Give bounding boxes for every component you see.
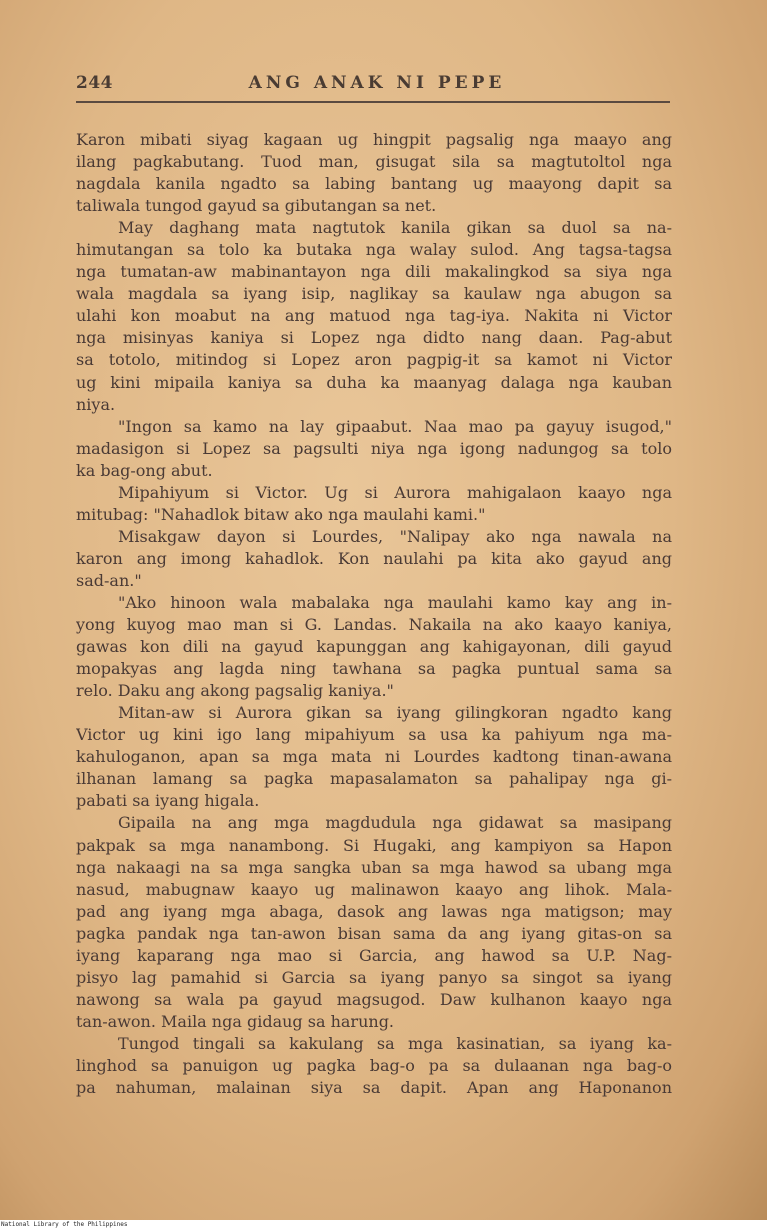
- text-line: yong kuyog mao man si G. Landas. Nakaila na ako kaayo kaniya,: [76, 615, 672, 635]
- text-line: madasigon si Lopez sa pagsulti niya nga igong nadungog sa tolo: [76, 438, 672, 458]
- text-line: pakpak sa mga nanambong. Si Hugaki, ang kampiyon sa Hapon: [76, 835, 672, 855]
- header-rule: [76, 101, 670, 103]
- text-line: pad ang iyang mga abaga, dasok ang lawas nga matigson; may: [76, 901, 672, 921]
- text-line: Victor ug kini igo lang mipahiyum sa usa ka pahiyum nga ma-: [76, 725, 672, 745]
- text-line: niya.: [76, 394, 116, 414]
- text-line: linghod sa panuigon ug pagka bag-o pa sa dulaanan nga bag-o: [76, 1055, 672, 1075]
- text-line: nasud, mabugnaw kaayo ug malinawon kaayo ang lihok. Mala-: [76, 879, 672, 899]
- text-line: pabati sa iyang higala.: [76, 791, 260, 811]
- text-line: nga tumatan-aw mabinantayon nga dili makalingkod sa siya nga: [76, 262, 672, 282]
- text-line: ilang pagkabutang. Tuod man, gisugat sila sa magtutoltol nga: [76, 152, 672, 172]
- text-line: Misakgaw dayon si Lourdes, "Nalipay ako nga nawala na: [118, 526, 672, 546]
- text-line: nawong sa wala pa gayud magsugod. Daw kulhanon kaayo nga: [76, 989, 672, 1009]
- text-line: kahuloganon, apan sa mga mata ni Lourdes kadtong tinan-awana: [76, 747, 672, 767]
- text-line: himutangan sa tolo ka butaka nga walay sulod. Ang tagsa-tagsa: [76, 240, 672, 260]
- text-line: ug kini mipaila kaniya sa duha ka maanyag dalaga nga kauban: [76, 372, 672, 392]
- text-line: Mipahiyum si Victor. Ug si Aurora mahigalaon kaayo nga: [118, 482, 672, 502]
- text-line: ilhanan lamang sa pagka mapasalamaton sa pahalipay nga gi-: [76, 769, 672, 789]
- page-number: 244: [76, 73, 113, 93]
- footer-credit: National Library of the Philippines: [1, 1221, 128, 1228]
- text-line: gawas kon dili na gayud kapunggan ang kahigayonan, dili gayud: [76, 637, 672, 657]
- text-line: pagka pandak nga tan-awon bisan sama da ang iyang gitas-on sa: [76, 923, 672, 943]
- text-line: karon ang imong kahadlok. Kon naulahi pa kita ako gayud ang: [76, 548, 672, 568]
- text-line: nga misinyas kaniya si Lopez nga didto nang daan. Pag-abut: [76, 328, 672, 348]
- text-line: "Ingon sa kamo na lay gipaabut. Naa mao pa gayuy isugod,": [118, 416, 672, 436]
- text-line: nagdala kanila ngadto sa labing bantang ug maayong dapit sa: [76, 174, 672, 194]
- running-title: ANG ANAK NI PEPE: [248, 73, 506, 93]
- text-line: "Ako hinoon wala mabalaka nga maulahi kamo kay ang in-: [118, 592, 672, 612]
- text-line: Gipaila na ang mga magdudula nga gidawat sa masipang: [118, 813, 672, 833]
- text-line: ka bag-ong abut.: [76, 460, 213, 480]
- text-line: sa totolo, mitindog si Lopez aron pagpig-it sa kamot ni Victor: [76, 350, 672, 370]
- text-line: May daghang mata nagtutok kanila gikan sa duol sa na-: [118, 218, 672, 238]
- text-line: iyang kaparang nga mao si Garcia, ang hawod sa U.P. Nag-: [76, 945, 672, 965]
- text-line: Tungod tingali sa kakulang sa mga kasinatian, sa iyang ka-: [118, 1033, 672, 1053]
- text-line: relo. Daku ang akong pagsalig kaniya.": [76, 681, 394, 701]
- text-line: ulahi kon moabut na ang matuod nga tag-iya. Nakita ni Victor: [76, 306, 672, 326]
- text-line: mopakyas ang lagda ning tawhana sa pagka puntual sama sa: [76, 659, 672, 679]
- text-line: nga nakaagi na sa mga sangka uban sa mga hawod sa ubang mga: [76, 857, 672, 877]
- text-line: pisyo lag pamahid si Garcia sa iyang panyo sa singot sa iyang: [76, 967, 672, 987]
- text-line: Karon mibati siyag kagaan ug hingpit pagsalig nga maayo ang: [76, 130, 672, 149]
- text-line: taliwala tungod gayud sa gibutangan sa net.: [76, 196, 437, 216]
- text-line: pa nahuman, malainan siya sa dapit. Apan ang Haponanon: [76, 1078, 672, 1098]
- text-line: sad-an.": [76, 570, 142, 590]
- text-line: tan-awon. Maila nga gidaug sa harung.: [76, 1011, 395, 1031]
- running-header: [76, 73, 670, 97]
- text-line: wala magdala sa iyang isip, naglikay sa kaulaw nga abugon sa: [76, 284, 672, 304]
- text-line: mitubag: "Nahadlok bitaw ako nga maulahi kami.": [76, 504, 486, 524]
- text-line: Mitan-aw si Aurora gikan sa iyang gilingkoran ngadto kang: [118, 703, 672, 723]
- body-text: [76, 129, 672, 1099]
